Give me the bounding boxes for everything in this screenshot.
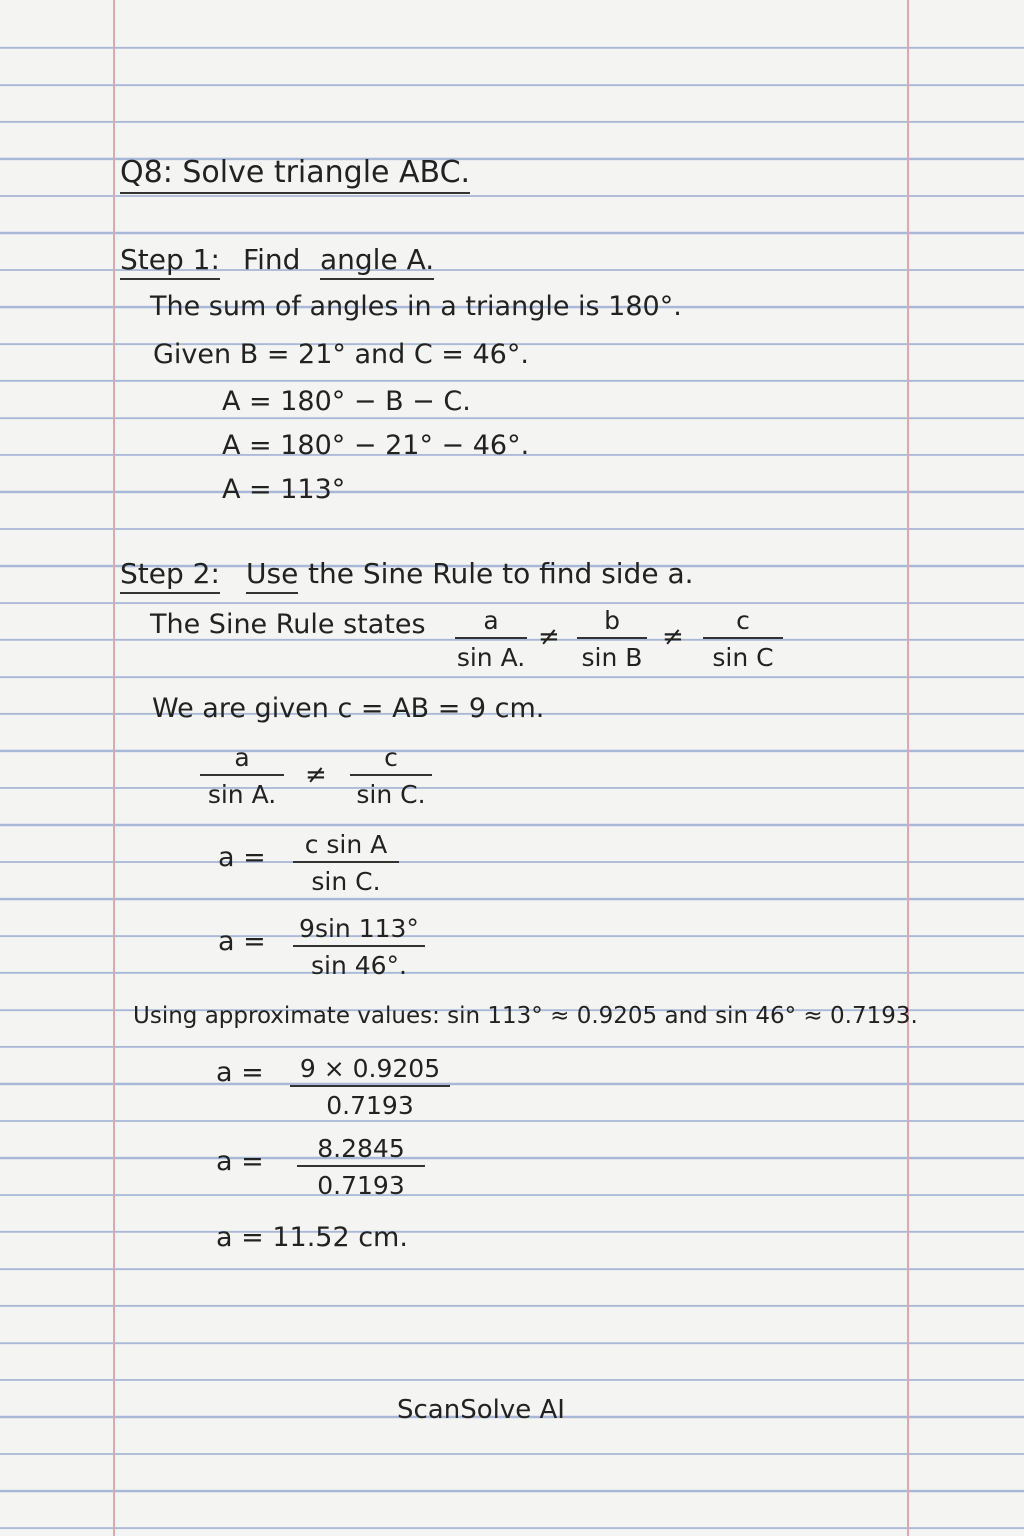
given-side-text: We are given c = AB = 9 cm. [152, 693, 545, 724]
a-equals-4: a = [216, 1146, 264, 1177]
a-equals-2: a = [218, 926, 266, 957]
formula-fraction: c sin A sin C. [293, 832, 399, 894]
ratio-fraction-c: c sin C. [350, 745, 432, 807]
step1-heading-find: Find [243, 243, 301, 276]
step1-label: Step 1: [120, 246, 220, 280]
step1-heading-angle: angle A. [320, 246, 434, 280]
rule-fraction-c: c sin C [703, 608, 783, 670]
step1-equation-1: A = 180° − B − C. [222, 386, 471, 417]
step1-equation-3: A = 113° [222, 474, 346, 505]
step2-heading-rest: the Sine Rule to find side a. [308, 557, 694, 590]
step2-label: Step 2: [120, 560, 220, 594]
left-margin-line [113, 0, 115, 1536]
step2-heading-use: Use [246, 560, 298, 594]
step1-sum-text: The sum of angles in a triangle is 180°. [150, 291, 682, 322]
step1-given-text: Given B = 21° and C = 46°. [153, 339, 529, 370]
neq-symbol-2: ≠ [662, 622, 684, 652]
approximate-values-text: Using approximate values: sin 113° ≈ 0.9205 and sin 46° ≈ 0.7193. [133, 1003, 918, 1029]
calculation-fraction-1: 9 × 0.9205 0.7193 [290, 1056, 450, 1118]
question-title: Q8: Solve triangle ABC. [120, 158, 470, 194]
neq-symbol-3: ≠ [305, 760, 327, 790]
a-equals-3: a = [216, 1057, 264, 1088]
calculation-fraction-2: 8.2845 0.7193 [297, 1136, 425, 1198]
rule-fraction-b: b sin B [577, 608, 647, 670]
final-result: a = 11.52 cm. [216, 1222, 408, 1253]
step1-equation-2: A = 180° − 21° − 46°. [222, 430, 530, 461]
ratio-fraction-a: a sin A. [200, 745, 284, 807]
neq-symbol-1: ≠ [538, 622, 560, 652]
footer-brand: ScanSolve AI [397, 1395, 565, 1425]
sine-rule-intro: The Sine Rule states [150, 609, 426, 640]
right-margin-line [907, 0, 909, 1536]
a-equals-1: a = [218, 842, 266, 873]
substituted-fraction: 9sin 113° sin 46°. [293, 916, 425, 978]
rule-fraction-a: a sin A. [456, 606, 526, 672]
